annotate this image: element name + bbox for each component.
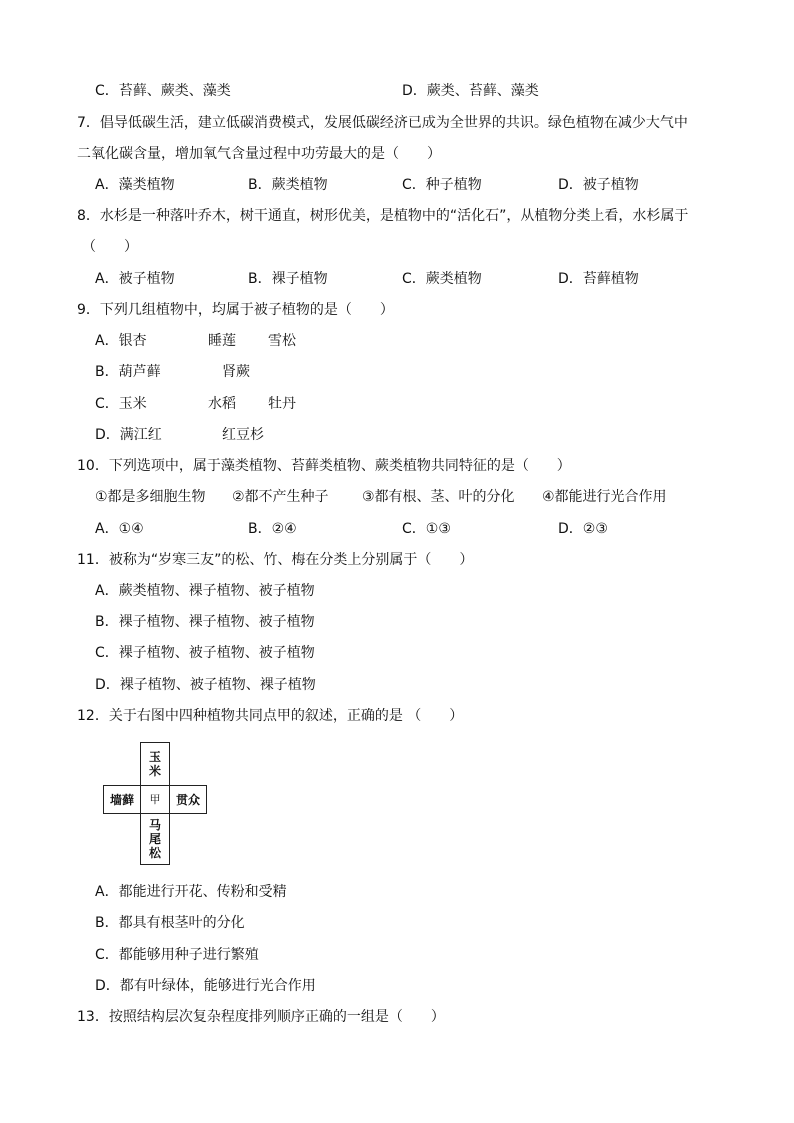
q9-option-d-item2: 红豆杉: [222, 427, 264, 443]
q12-stem: 12．关于右图中四种植物共同点甲的叙述，正确的是 （ ）: [77, 708, 464, 724]
q8-stem-line1: 8．水杉是一种落叶乔木，树干通直，树形优美，是植物中的“活化石”，从植物分类上看，水杉属于: [77, 208, 689, 224]
q9-option-a-item3: 雪松: [268, 333, 296, 349]
q8-option-c: C．蕨类植物: [402, 271, 482, 287]
q12-option-c: C．都能够用种子进行繁殖: [95, 947, 259, 963]
q11-option-c: C．裸子植物、被子植物、被子植物: [95, 645, 315, 661]
q8-option-b: B．裸子植物: [248, 271, 328, 287]
q10-option-d: D．②③: [558, 521, 608, 537]
diagram-right-cell: 贯众: [169, 785, 207, 814]
diagram-center-cell: 甲: [140, 785, 170, 814]
q10-stem: 10．下列选项中，属于藻类植物、苔藓类植物、蕨类植物共同特征的是（ ）: [77, 458, 571, 474]
q8-stem-line2: （ ）: [82, 239, 138, 255]
q11-option-a: A．蕨类植物、裸子植物、被子植物: [95, 583, 315, 599]
q7-option-b: B．蕨类植物: [248, 177, 328, 193]
q7-stem-line1: 7．倡导低碳生活，建立低碳消费模式，发展低碳经济已成为全世界的共识。绿色植物在减少大气中: [77, 115, 688, 131]
q13-stem: 13．按照结构层次复杂程度排列顺序正确的一组是（ ）: [77, 1009, 445, 1025]
q10-option-b: B．②④: [248, 521, 297, 537]
q10-option-a: A．①④: [95, 521, 144, 537]
diagram-top-cell: 玉 米: [140, 742, 170, 786]
q9-option-b: B．葫芦藓: [95, 364, 161, 380]
q8-option-a: A．被子植物: [95, 271, 175, 287]
q10-statement-2: ②都不产生种子: [232, 489, 329, 505]
q11-stem: 11．被称为“岁寒三友”的松、竹、梅在分类上分别属于（ ）: [77, 552, 474, 568]
q7-option-d: D．被子植物: [558, 177, 639, 193]
plant-cross-diagram: [103, 742, 207, 866]
q9-option-d: D．满江红: [95, 427, 162, 443]
q9-option-c-item2: 水稻: [208, 396, 236, 412]
q9-option-a-item2: 睡莲: [208, 333, 236, 349]
q6-option-c: C．苔藓、蕨类、藻类: [95, 83, 231, 99]
q6-option-d: D．蕨类、苔藓、藻类: [402, 83, 539, 99]
q9-stem: 9．下列几组植物中，均属于被子植物的是（ ）: [77, 302, 394, 318]
q12-option-a: A．都能进行开花、传粉和受精: [95, 884, 287, 900]
q9-option-a: A．银杏: [95, 333, 147, 349]
q9-option-c-item3: 牡丹: [268, 396, 296, 412]
q7-option-a: A．藻类植物: [95, 177, 175, 193]
q12-option-d: D．都有叶绿体，能够进行光合作用: [95, 978, 316, 994]
q9-option-b-item2: 肾蕨: [222, 364, 250, 380]
diagram-left-cell: 墙藓: [103, 785, 141, 814]
q12-option-b: B．都具有根茎叶的分化: [95, 915, 245, 931]
q7-stem-line2: 二氧化碳含量，增加氧气含量过程中功劳最大的是（ ）: [77, 146, 441, 162]
diagram-bottom-cell: 马 尾 松: [140, 813, 170, 865]
q10-statement-1: ①都是多细胞生物: [95, 489, 206, 505]
q7-option-c: C．种子植物: [402, 177, 482, 193]
q10-statement-4: ④都能进行光合作用: [542, 489, 667, 505]
q8-option-d: D．苔藓植物: [558, 271, 639, 287]
q11-option-d: D．裸子植物、被子植物、裸子植物: [95, 677, 316, 693]
q11-option-b: B．裸子植物、裸子植物、被子植物: [95, 614, 315, 630]
q10-statement-3: ③都有根、茎、叶的分化: [362, 489, 515, 505]
q9-option-c: C．玉米: [95, 396, 147, 412]
q10-option-c: C．①③: [402, 521, 451, 537]
